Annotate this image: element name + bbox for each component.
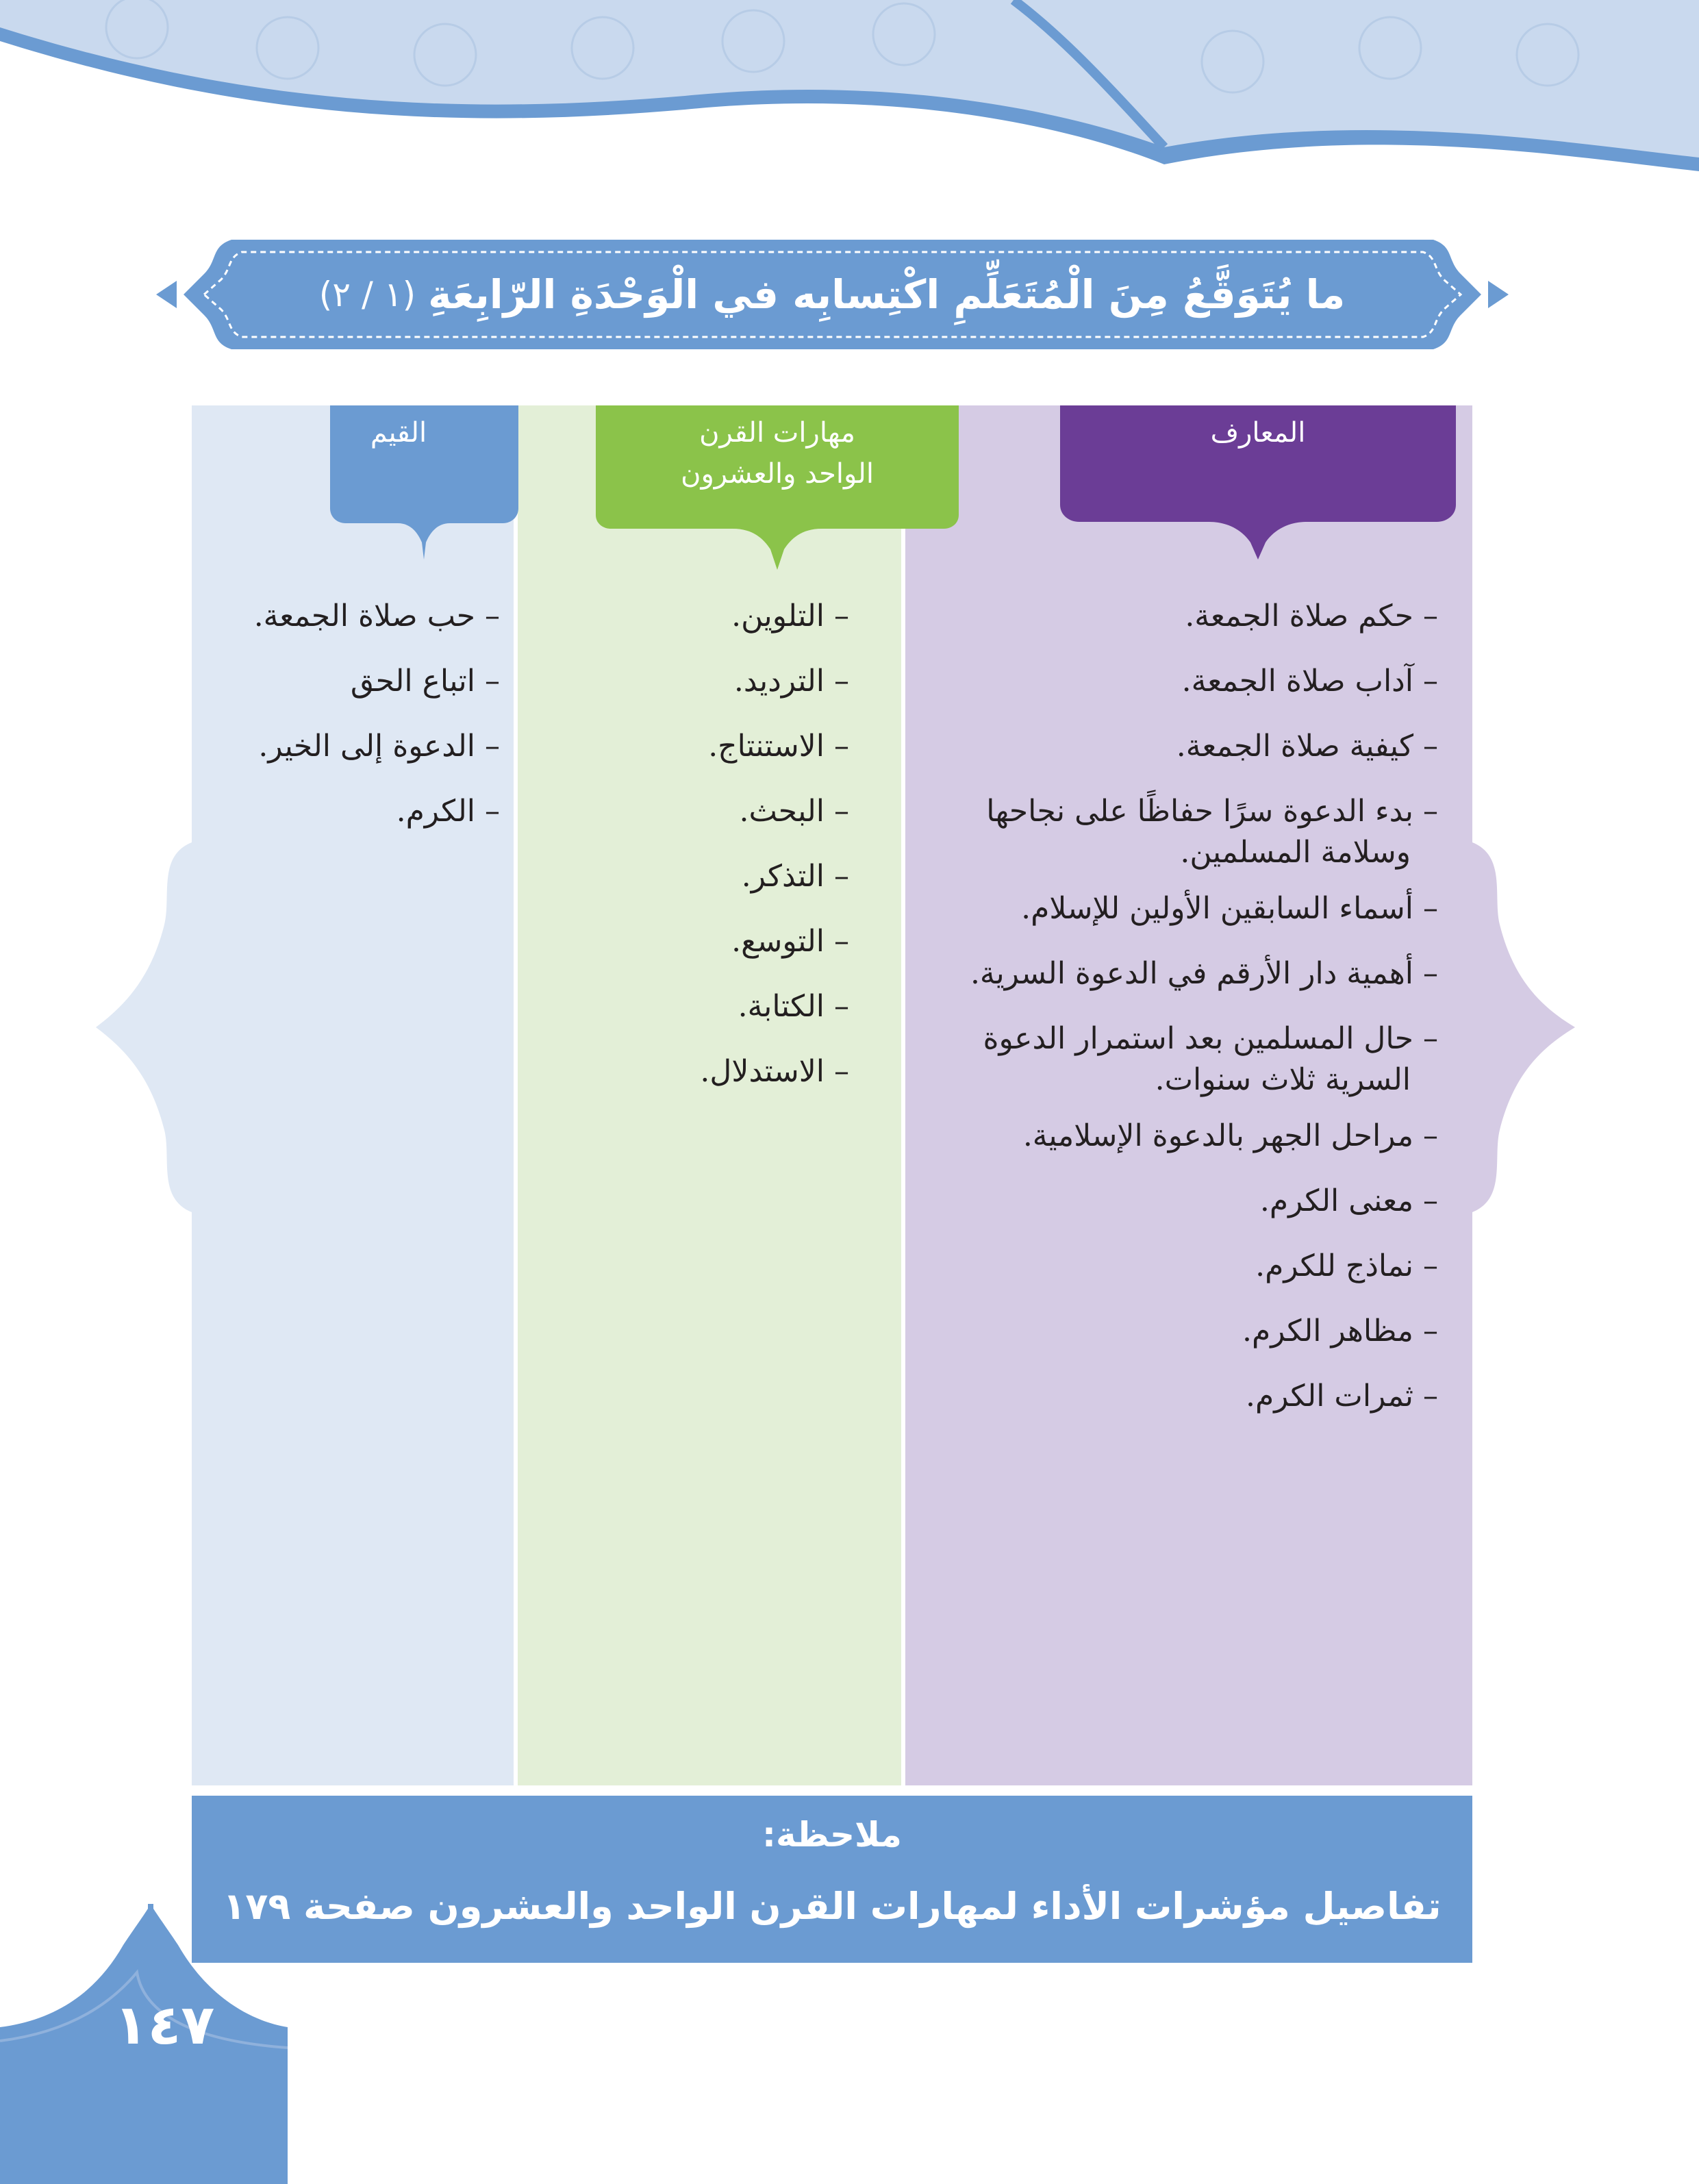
- list-item: – البحث.: [739, 794, 849, 829]
- side-arch-shapes: [0, 801, 1699, 1281]
- note-title: ملاحظة:: [762, 1815, 902, 1855]
- page-title: [205, 233, 1459, 356]
- values-list: [199, 596, 500, 856]
- knowledge-list: [918, 596, 1438, 1441]
- knowledge-header: المعارف: [1210, 417, 1306, 449]
- note-text: تفاصيل مؤشرات الأداء لمهارات القرن الواحد والعشرون صفحة ١٧٩: [223, 1885, 1442, 1928]
- list-item: – كيفية صلاة الجمعة.: [1176, 729, 1438, 764]
- list-item: – آداب صلاة الجمعة.: [1181, 664, 1438, 699]
- list-item: – حب صلاة الجمعة.: [253, 599, 500, 633]
- list-item-line: وسلامة المسلمين.: [1180, 835, 1411, 870]
- list-item-line: – حال المسلمين بعد استمرار الدعوة: [983, 1021, 1438, 1056]
- top-decorative-pattern: [0, 0, 1699, 185]
- title-main: ما يُتَوَقَّعُ مِنَ الْمُتَعَلِّمِ اكْتِسابِه في الْوَحْدَةِ الرّابِعَةِ: [428, 271, 1346, 318]
- list-item-line: السرية ثلاث سنوات.: [1155, 1062, 1411, 1097]
- list-item: – مراحل الجهر بالدعوة الإسلامية.: [1022, 1118, 1438, 1153]
- list-item: – معنى الكرم.: [1259, 1183, 1438, 1218]
- title-fraction: (١ / ٢): [318, 275, 416, 314]
- list-item: – اتباع الحق: [350, 664, 500, 699]
- list-item: – ثمرات الكرم.: [1245, 1379, 1438, 1414]
- list-item: – التلوين.: [731, 599, 849, 633]
- skills-header-line2: الواحد والعشرون: [681, 458, 874, 490]
- list-item: [918, 791, 1438, 873]
- list-item: – الاستنتاج.: [708, 729, 849, 764]
- list-item: – مظاهر الكرم.: [1242, 1314, 1438, 1348]
- skills-header: [596, 412, 959, 494]
- values-header: القيم: [370, 417, 427, 449]
- skills-list: [541, 596, 849, 1116]
- list-item: – الدعوة إلى الخير.: [258, 729, 500, 764]
- list-item-line: – بدء الدعوة سرًا حفاظًا على نجاحها: [986, 794, 1438, 829]
- list-item: – الاستدلال.: [700, 1054, 849, 1089]
- list-item: – التذكر.: [741, 859, 849, 894]
- page-number: ١٤٧: [114, 1993, 215, 2057]
- list-item: – نماذج للكرم.: [1255, 1248, 1438, 1283]
- list-item: – حكم صلاة الجمعة.: [1185, 599, 1438, 633]
- list-item: – أهمية دار الأرقم في الدعوة السرية.: [970, 956, 1438, 991]
- list-item: – الكتابة.: [738, 989, 849, 1024]
- skills-header-line1: مهارات القرن: [699, 417, 855, 449]
- list-item: [918, 1018, 1438, 1101]
- list-item: – الترديد.: [733, 664, 849, 699]
- list-item: – أسماء السابقين الأولين للإسلام.: [1021, 891, 1438, 926]
- list-item: – الكرم.: [396, 794, 500, 829]
- list-item: – التوسع.: [731, 924, 849, 959]
